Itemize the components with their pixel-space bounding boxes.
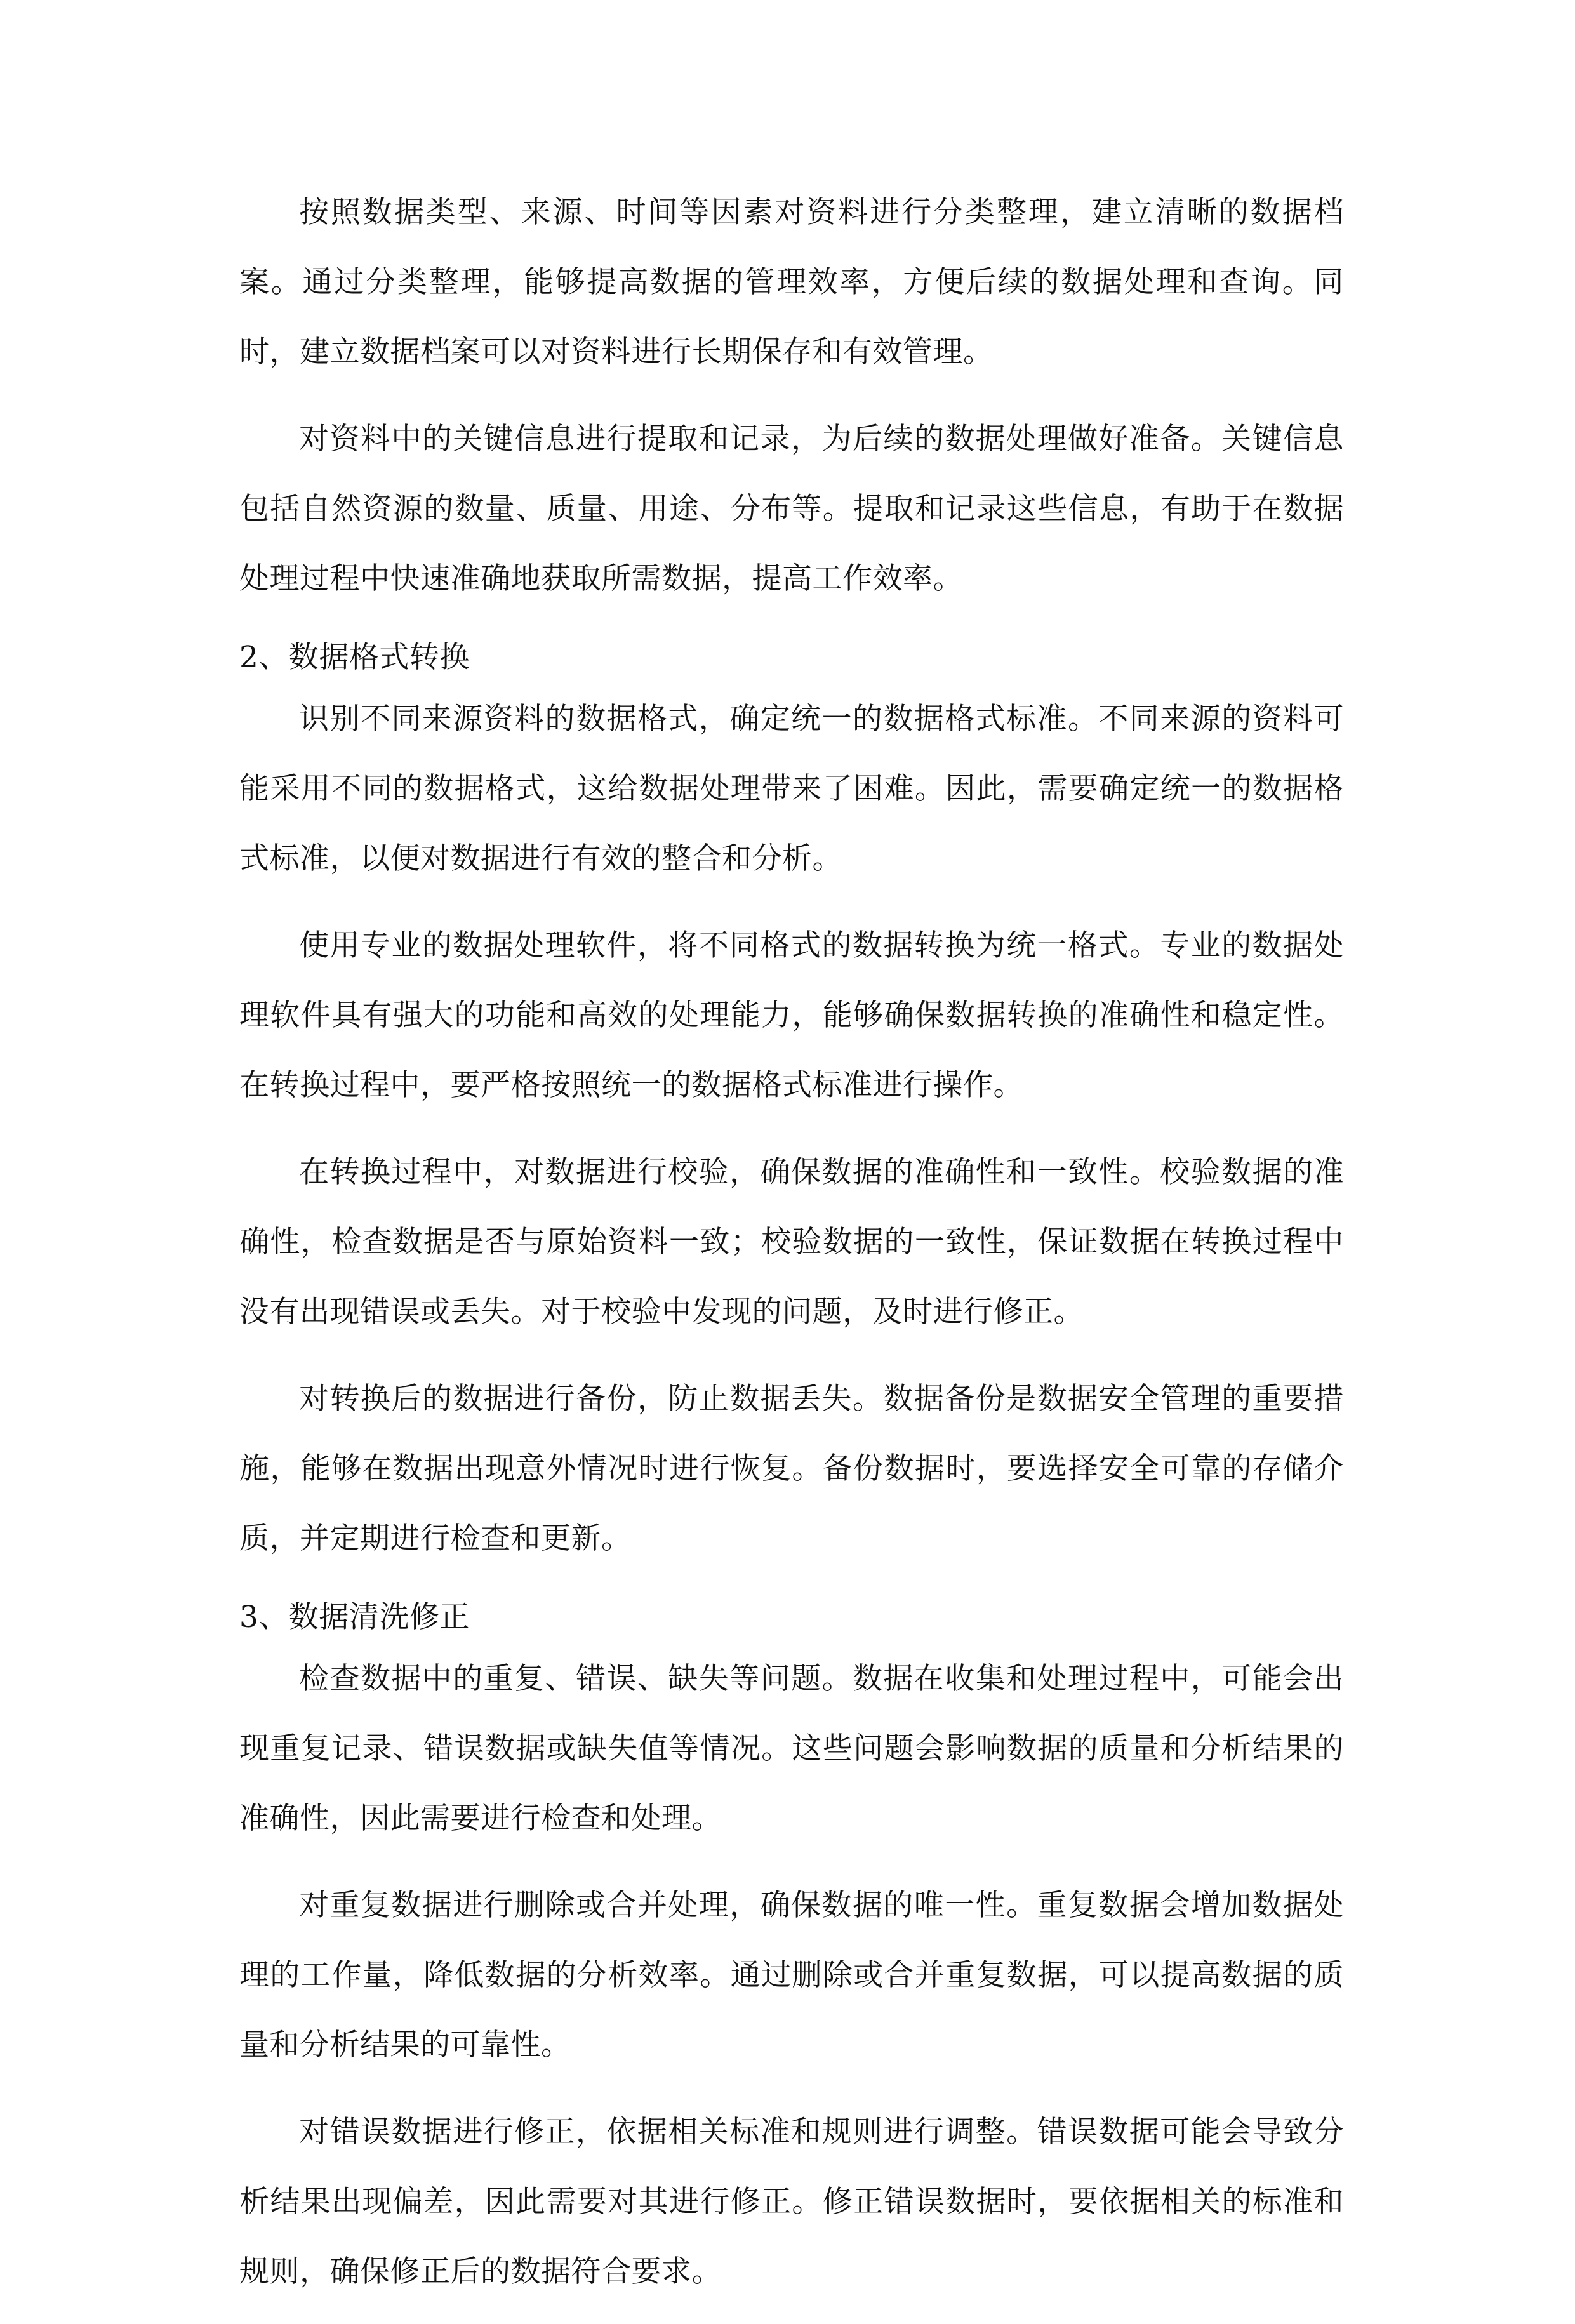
paragraph: 对资料中的关键信息进行提取和记录，为后续的数据处理做好准备。关键信息包括自然资源的数量、质量、用途、分布等。提取和记录这些信息，有助于在数据处理过程中快速准确地获取所需数据，提高工作效率。	[239, 422, 1344, 596]
paragraph: 在转换过程中，对数据进行校验，确保数据的准确性和一致性。校验数据的准确性，检查数据是否与原始资料一致；校验数据的一致性，保证数据在转换过程中没有出现错误或丢失。对于校验中发现的问题，及时进行修正。	[239, 1155, 1344, 1329]
paragraph: 识别不同来源资料的数据格式，确定统一的数据格式标准。不同来源的资料可能采用不同的数据格式，这给数据处理带来了困难。因此，需要确定统一的数据格式标准，以便对数据进行有效的整合和分析。	[239, 701, 1344, 876]
paragraph: 按照数据类型、来源、时间等因素对资料进行分类整理，建立清晰的数据档案。通过分类整理，能够提高数据的管理效率，方便后续的数据处理和查询。同时，建立数据档案可以对资料进行长期保存和有效管理。	[239, 195, 1344, 369]
paragraph: 对错误数据进行修正，依据相关标准和规则进行调整。错误数据可能会导致分析结果出现偏差，因此需要对其进行修正。修正错误数据时，要依据相关的标准和规则，确保修正后的数据符合要求。	[239, 2115, 1344, 2289]
paragraph: 使用专业的数据处理软件，将不同格式的数据转换为统一格式。专业的数据处理软件具有强大的功能和高效的处理能力，能够确保数据转换的准确性和稳定性。在转换过程中，要严格按照统一的数据格式标准进行操作。	[239, 928, 1344, 1103]
paragraph: 检查数据中的重复、错误、缺失等问题。数据在收集和处理过程中，可能会出现重复记录、错误数据或缺失值等情况。这些问题会影响数据的质量和分析结果的准确性，因此需要进行检查和处理。	[239, 1661, 1344, 1836]
section-heading: 2、数据格式转换	[239, 640, 470, 675]
document-body	[239, 178, 1344, 2324]
section-heading: 3、数据清洗修正	[239, 1600, 470, 1635]
paragraph: 对转换后的数据进行备份，防止数据丢失。数据备份是数据安全管理的重要措施，能够在数据出现意外情况时进行恢复。备份数据时，要选择安全可靠的存储介质，并定期进行检查和更新。	[239, 1381, 1344, 1556]
paragraph: 对重复数据进行删除或合并处理，确保数据的唯一性。重复数据会增加数据处理的工作量，降低数据的分析效率。通过删除或合并重复数据，可以提高数据的质量和分析结果的可靠性。	[239, 1888, 1344, 2062]
